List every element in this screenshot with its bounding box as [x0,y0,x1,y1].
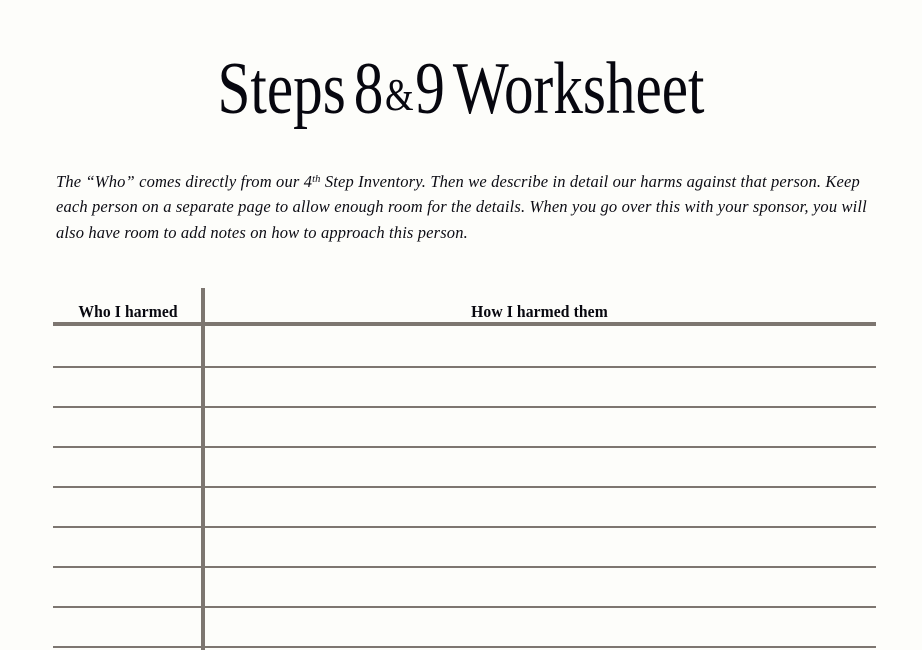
table-row[interactable] [205,568,876,606]
table-row[interactable] [53,608,201,646]
ordinal-superscript: th [312,173,321,185]
page-title-first-step: 8 [353,48,384,130]
table-header-row [53,288,876,322]
table-row[interactable] [53,568,201,606]
column-header-who-i-harmed: Who I harmed [78,302,178,321]
intro-text-after: Step Inventory. Then we describe in detail our harms against that person. Keep each person on a separate page to allow enough room for the details. When you go over this with your sponsor, you will also have room to add notes on how to approach this person. [56,171,867,242]
page-title-second-step: 9 [415,48,445,130]
table-row[interactable] [53,326,201,366]
intro-paragraph [56,167,872,246]
table-row[interactable] [53,528,201,566]
column-header-how-i-harmed-them: How I harmed them [471,302,608,321]
page-title [92,48,830,132]
row-rule [53,646,876,648]
table-row[interactable] [53,408,201,446]
table-row[interactable] [205,448,876,486]
page-title-ampersand: & [384,69,414,120]
intro-text-before: The “Who” comes directly from our 4 [56,171,313,191]
table-row[interactable] [53,488,201,526]
table-row[interactable] [205,488,876,526]
worksheet-table [53,288,876,650]
table-row[interactable] [205,326,876,366]
table-row[interactable] [53,448,201,486]
table-row[interactable] [205,408,876,446]
table-row[interactable] [205,368,876,406]
page-title-trailing: Worksheet [452,48,705,130]
table-row[interactable] [205,608,876,646]
page-title-lead: Steps [217,48,346,130]
table-row[interactable] [205,528,876,566]
table-row[interactable] [53,368,201,406]
